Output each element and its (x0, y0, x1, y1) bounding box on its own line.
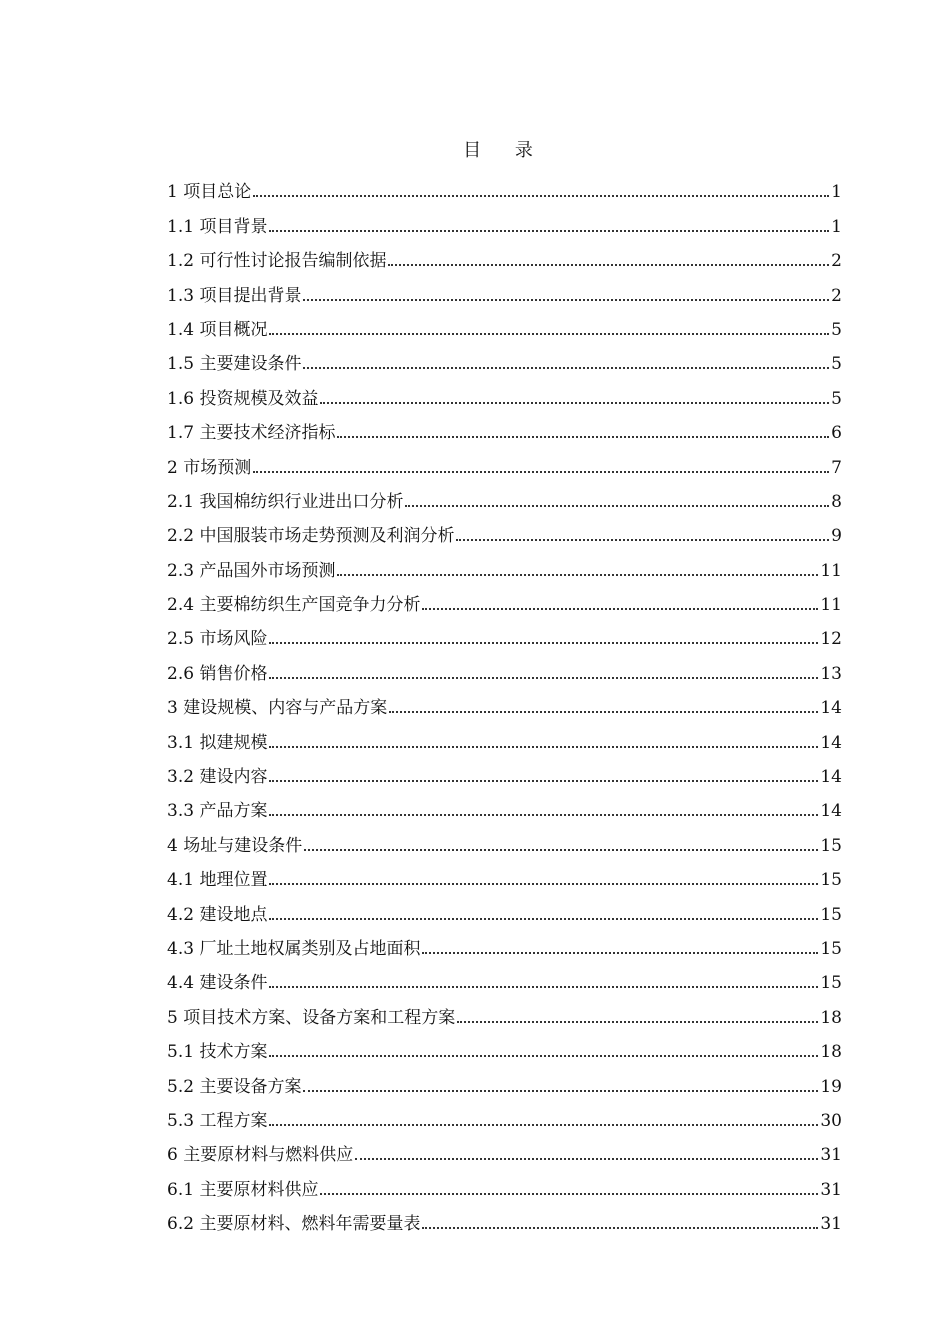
toc-dot-leader (269, 883, 818, 885)
toc-entry-page-number: 15 (820, 973, 842, 994)
toc-entry-label: 6 主要原材料与燃料供应 (167, 1145, 354, 1166)
toc-entry[interactable] (167, 1167, 842, 1201)
toc-entry-page-number: 15 (820, 870, 842, 891)
toc-entry-label: 4.2 建设地点 (167, 904, 268, 925)
toc-entry[interactable] (167, 239, 842, 273)
toc-entry[interactable] (167, 273, 842, 307)
toc-entry-label: 1.4 项目概况 (167, 319, 268, 340)
toc-entry[interactable] (167, 204, 842, 238)
toc-entry-label: 6.1 主要原材料供应 (167, 1179, 319, 1200)
toc-entry-page-number: 5 (831, 319, 842, 340)
toc-entry-page-number: 9 (831, 526, 842, 547)
toc-entry-page-number: 7 (831, 457, 842, 478)
toc-entry-page-number: 15 (820, 904, 842, 925)
toc-entry-page-number: 30 (820, 1110, 842, 1131)
toc-entry-label: 4.4 建设条件 (167, 973, 268, 994)
toc-dot-leader (422, 608, 818, 610)
toc-entry-page-number: 14 (820, 767, 842, 788)
toc-dot-leader (303, 299, 829, 301)
toc-dot-leader (253, 471, 829, 473)
toc-entry-page-number: 14 (820, 698, 842, 719)
toc-entry[interactable] (167, 583, 842, 617)
toc-entry-label: 5.1 技术方案 (167, 1042, 268, 1063)
toc-entry-page-number: 11 (820, 560, 842, 581)
toc-dot-leader (405, 505, 829, 507)
toc-entry[interactable] (167, 892, 842, 926)
toc-dot-leader (389, 711, 818, 713)
toc-dot-leader (269, 677, 818, 679)
toc-entry-page-number: 11 (820, 595, 842, 616)
toc-entry-page-number: 15 (820, 938, 842, 959)
toc-entry[interactable] (167, 755, 842, 789)
toc-entry-label: 2.1 我国棉纺织行业进出口分析 (167, 491, 404, 512)
toc-entry-page-number: 14 (820, 801, 842, 822)
toc-entry[interactable] (167, 1202, 842, 1236)
toc-entry[interactable] (167, 858, 842, 892)
toc-entry[interactable] (167, 445, 842, 479)
toc-dot-leader (337, 574, 818, 576)
toc-entry-label: 4.3 厂址土地权属类别及占地面积 (167, 938, 421, 959)
toc-entry[interactable] (167, 617, 842, 651)
toc-entry[interactable] (167, 1064, 842, 1098)
toc-entry-page-number: 1 (831, 216, 842, 237)
toc-dot-leader (269, 918, 818, 920)
toc-entry-label: 2.3 产品国外市场预测 (167, 560, 336, 581)
toc-entry-label: 1.5 主要建设条件 (167, 354, 302, 375)
toc-dot-leader (269, 780, 818, 782)
toc-entry-label: 1.7 主要技术经济指标 (167, 423, 336, 444)
toc-dot-leader (320, 1193, 818, 1195)
toc-dot-leader (269, 642, 818, 644)
toc-dot-leader (337, 436, 829, 438)
toc-entry-page-number: 8 (831, 491, 842, 512)
toc-entry-label: 3.3 产品方案 (167, 801, 268, 822)
toc-entry-page-number: 5 (831, 388, 842, 409)
toc-dot-leader (388, 264, 829, 266)
toc-dot-leader (269, 986, 818, 988)
toc-dot-leader (422, 952, 818, 954)
toc-entry[interactable] (167, 342, 842, 376)
toc-entry[interactable] (167, 823, 842, 857)
table-of-contents (167, 170, 842, 1236)
toc-dot-leader (303, 1090, 818, 1092)
toc-entry-label: 5.3 工程方案 (167, 1110, 268, 1131)
toc-title: 目 录 (463, 140, 547, 161)
toc-entry-page-number: 15 (820, 835, 842, 856)
toc-entry-label: 2.4 主要棉纺织生产国竞争力分析 (167, 595, 421, 616)
toc-dot-leader (304, 849, 818, 851)
toc-entry-label: 1.1 项目背景 (167, 216, 268, 237)
toc-entry-page-number: 1 (831, 182, 842, 203)
toc-entry[interactable] (167, 927, 842, 961)
toc-entry-label: 2.2 中国服装市场走势预测及利润分析 (167, 526, 455, 547)
toc-dot-leader (303, 367, 829, 369)
toc-entry-label: 2.5 市场风险 (167, 629, 268, 650)
toc-entry[interactable] (167, 411, 842, 445)
toc-entry[interactable] (167, 376, 842, 410)
toc-entry-label: 2 市场预测 (167, 457, 252, 478)
toc-entry-label: 5.2 主要设备方案 (167, 1076, 302, 1097)
toc-entry[interactable] (167, 720, 842, 754)
toc-entry[interactable] (167, 961, 842, 995)
toc-dot-leader (422, 1227, 818, 1229)
toc-entry-page-number: 31 (820, 1214, 842, 1235)
toc-entry-page-number: 5 (831, 354, 842, 375)
toc-entry[interactable] (167, 1133, 842, 1167)
toc-dot-leader (269, 814, 818, 816)
toc-entry[interactable] (167, 170, 842, 204)
toc-dot-leader (269, 1055, 818, 1057)
toc-dot-leader (456, 539, 829, 541)
toc-entry-label: 1 项目总论 (167, 182, 252, 203)
toc-dot-leader (457, 1021, 818, 1023)
toc-entry[interactable] (167, 651, 842, 685)
toc-entry[interactable] (167, 686, 842, 720)
toc-dot-leader (269, 230, 829, 232)
toc-entry-label: 6.2 主要原材料、燃料年需要量表 (167, 1214, 421, 1235)
toc-entry[interactable] (167, 480, 842, 514)
toc-entry[interactable] (167, 789, 842, 823)
toc-entry[interactable] (167, 1030, 842, 1064)
toc-entry-label: 5 项目技术方案、设备方案和工程方案 (167, 1007, 456, 1028)
toc-entry-page-number: 18 (820, 1042, 842, 1063)
toc-entry-page-number: 31 (820, 1145, 842, 1166)
toc-entry-page-number: 14 (820, 732, 842, 753)
toc-entry-label: 1.6 投资规模及效益 (167, 388, 319, 409)
toc-entry-page-number: 13 (820, 663, 842, 684)
toc-entry[interactable] (167, 1099, 842, 1133)
toc-entry-label: 2.6 销售价格 (167, 663, 268, 684)
toc-entry-page-number: 2 (831, 285, 842, 306)
toc-entry-label: 3 建设规模、内容与产品方案 (167, 698, 388, 719)
toc-entry-label: 1.3 项目提出背景 (167, 285, 302, 306)
toc-entry-page-number: 6 (831, 423, 842, 444)
toc-entry[interactable] (167, 308, 842, 342)
toc-dot-leader (269, 746, 818, 748)
toc-entry-page-number: 19 (820, 1076, 842, 1097)
toc-entry-label: 1.2 可行性讨论报告编制依据 (167, 251, 387, 272)
toc-entry-label: 3.2 建设内容 (167, 767, 268, 788)
toc-entry-label: 4.1 地理位置 (167, 870, 268, 891)
toc-dot-leader (253, 195, 829, 197)
toc-dot-leader (269, 1124, 818, 1126)
toc-entry-label: 3.1 拟建规模 (167, 732, 268, 753)
toc-entry-page-number: 31 (820, 1179, 842, 1200)
toc-dot-leader (355, 1158, 818, 1160)
toc-entry-label: 4 场址与建设条件 (167, 835, 303, 856)
toc-entry-page-number: 12 (820, 629, 842, 650)
toc-dot-leader (320, 402, 829, 404)
toc-entry[interactable] (167, 995, 842, 1029)
toc-entry-page-number: 18 (820, 1007, 842, 1028)
toc-entry[interactable] (167, 548, 842, 582)
toc-entry[interactable] (167, 514, 842, 548)
toc-dot-leader (269, 333, 829, 335)
toc-entry-page-number: 2 (831, 251, 842, 272)
